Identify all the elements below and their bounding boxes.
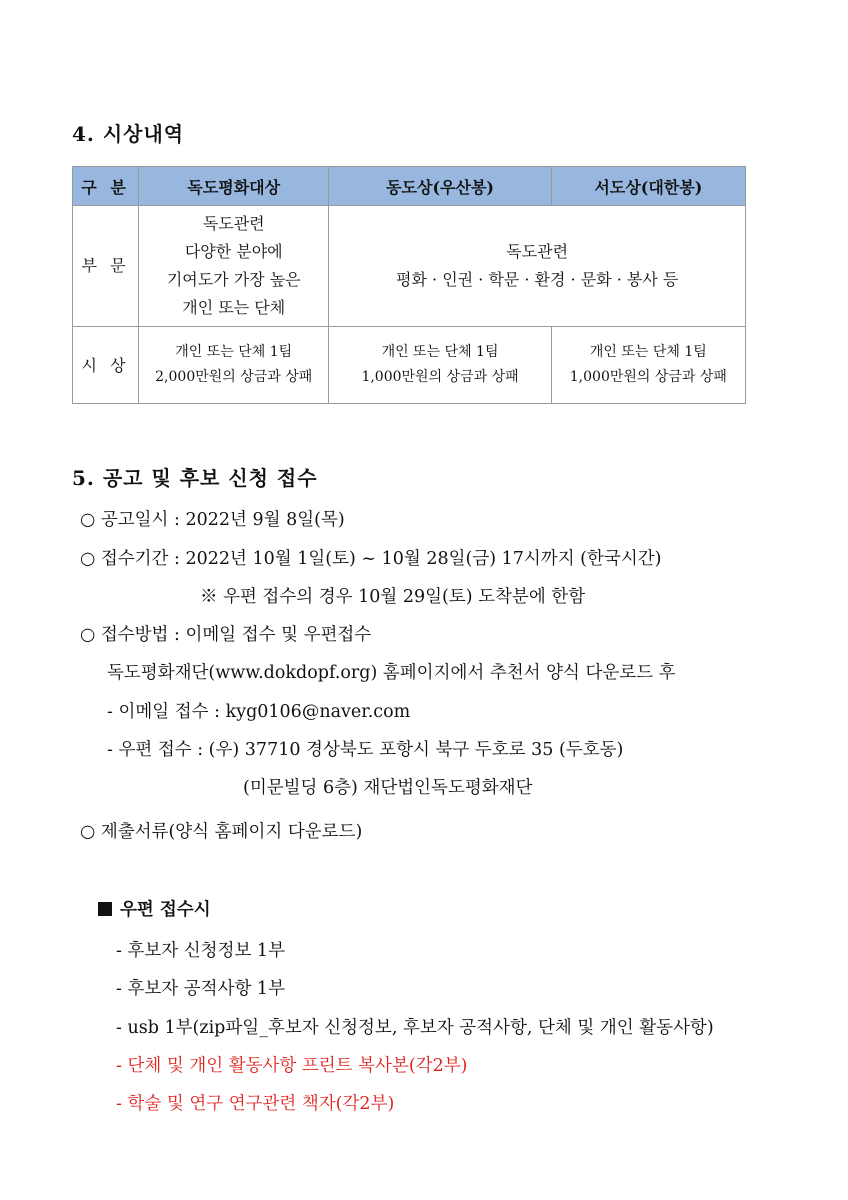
- postal-item: - usb 1부(zip파일_후보자 신청정보, 후보자 공적사항, 단체 및 개인 활동사항): [116, 1018, 714, 1038]
- grand-award-cell: [139, 327, 329, 404]
- section4-title: 4. 시상내역: [72, 122, 185, 146]
- period-line: ○ 접수기간 : 2022년 10월 1일(토) ~ 10월 28일(금) 17시까지 (한국시간): [80, 549, 662, 569]
- black-square-icon: [98, 902, 112, 916]
- method-line: ○ 접수방법 : 이메일 접수 및 우편접수: [80, 625, 372, 645]
- header-seodo-prize: 서도상(대한봉): [551, 167, 745, 206]
- post-note-line: ※ 우편 접수의 경우 10월 29일(토) 도착분에 한함: [200, 587, 586, 607]
- postal-item: - 후보자 공적사항 1부: [116, 979, 285, 999]
- postal-item-red: - 단체 및 개인 활동사항 프린트 복사본(각2부): [116, 1056, 468, 1076]
- documents-line: ○ 제출서류(양식 홈페이지 다운로드): [80, 822, 363, 842]
- cell-line: 개인 또는 단체 1팀: [589, 344, 707, 360]
- grand-division-cell: [139, 206, 329, 327]
- cell-line: 2,000만원의 상금과 상패: [155, 369, 313, 385]
- homepage-line: 독도평화재단(www.dokdopf.org) 홈페이지에서 추천서 양식 다운로드 후: [107, 663, 676, 683]
- cell-line: 다양한 분야에: [184, 242, 283, 261]
- cell-line: 개인 또는 단체 1팀: [381, 344, 499, 360]
- cell-line: 독도관련: [506, 242, 569, 261]
- seodo-award-cell: [551, 327, 745, 404]
- postal-item-red: - 학술 및 연구 연구관련 책자(각2부): [116, 1094, 395, 1114]
- postal-title: 우편 접수시: [120, 900, 211, 920]
- cell-line: 기여도가 가장 높은: [166, 270, 301, 289]
- email-line: - 이메일 접수 : kyg0106@naver.com: [107, 702, 411, 722]
- row-label-division: 부 문: [73, 206, 139, 327]
- award-table: [72, 166, 746, 404]
- postal-item: - 후보자 신청정보 1부: [116, 941, 285, 961]
- row-label-award: 시 상: [73, 327, 139, 404]
- dongdo-award-cell: [329, 327, 551, 404]
- post-address-line: - 우편 접수 : (우) 37710 경상북도 포항시 북구 두호로 35 (두호동): [107, 740, 624, 760]
- other-division-cell: [329, 206, 746, 327]
- cell-line: 1,000만원의 상금과 상패: [569, 369, 727, 385]
- table-header-row: [73, 167, 746, 206]
- postal-heading: [98, 896, 211, 921]
- header-grand-prize: 독도평화대상: [139, 167, 329, 206]
- table-row-award: [73, 327, 746, 404]
- cell-line: 개인 또는 단체: [182, 298, 286, 317]
- table-row-division: [73, 206, 746, 327]
- section5-title: 5. 공고 및 후보 신청 접수: [72, 466, 318, 490]
- cell-line: 평화 · 인권 · 학문 · 환경 · 문화 · 봉사 등: [396, 270, 679, 289]
- notice-date-line: ○ 공고일시 : 2022년 9월 8일(목): [80, 510, 345, 530]
- post-address-cont-line: (미문빌딩 6층) 재단법인독도평화재단: [243, 778, 533, 798]
- cell-line: 1,000만원의 상금과 상패: [361, 369, 519, 385]
- cell-line: 독도관련: [202, 214, 265, 233]
- header-category: 구 분: [73, 167, 139, 206]
- cell-line: 개인 또는 단체 1팀: [175, 344, 293, 360]
- header-dongdo-prize: 동도상(우산봉): [329, 167, 551, 206]
